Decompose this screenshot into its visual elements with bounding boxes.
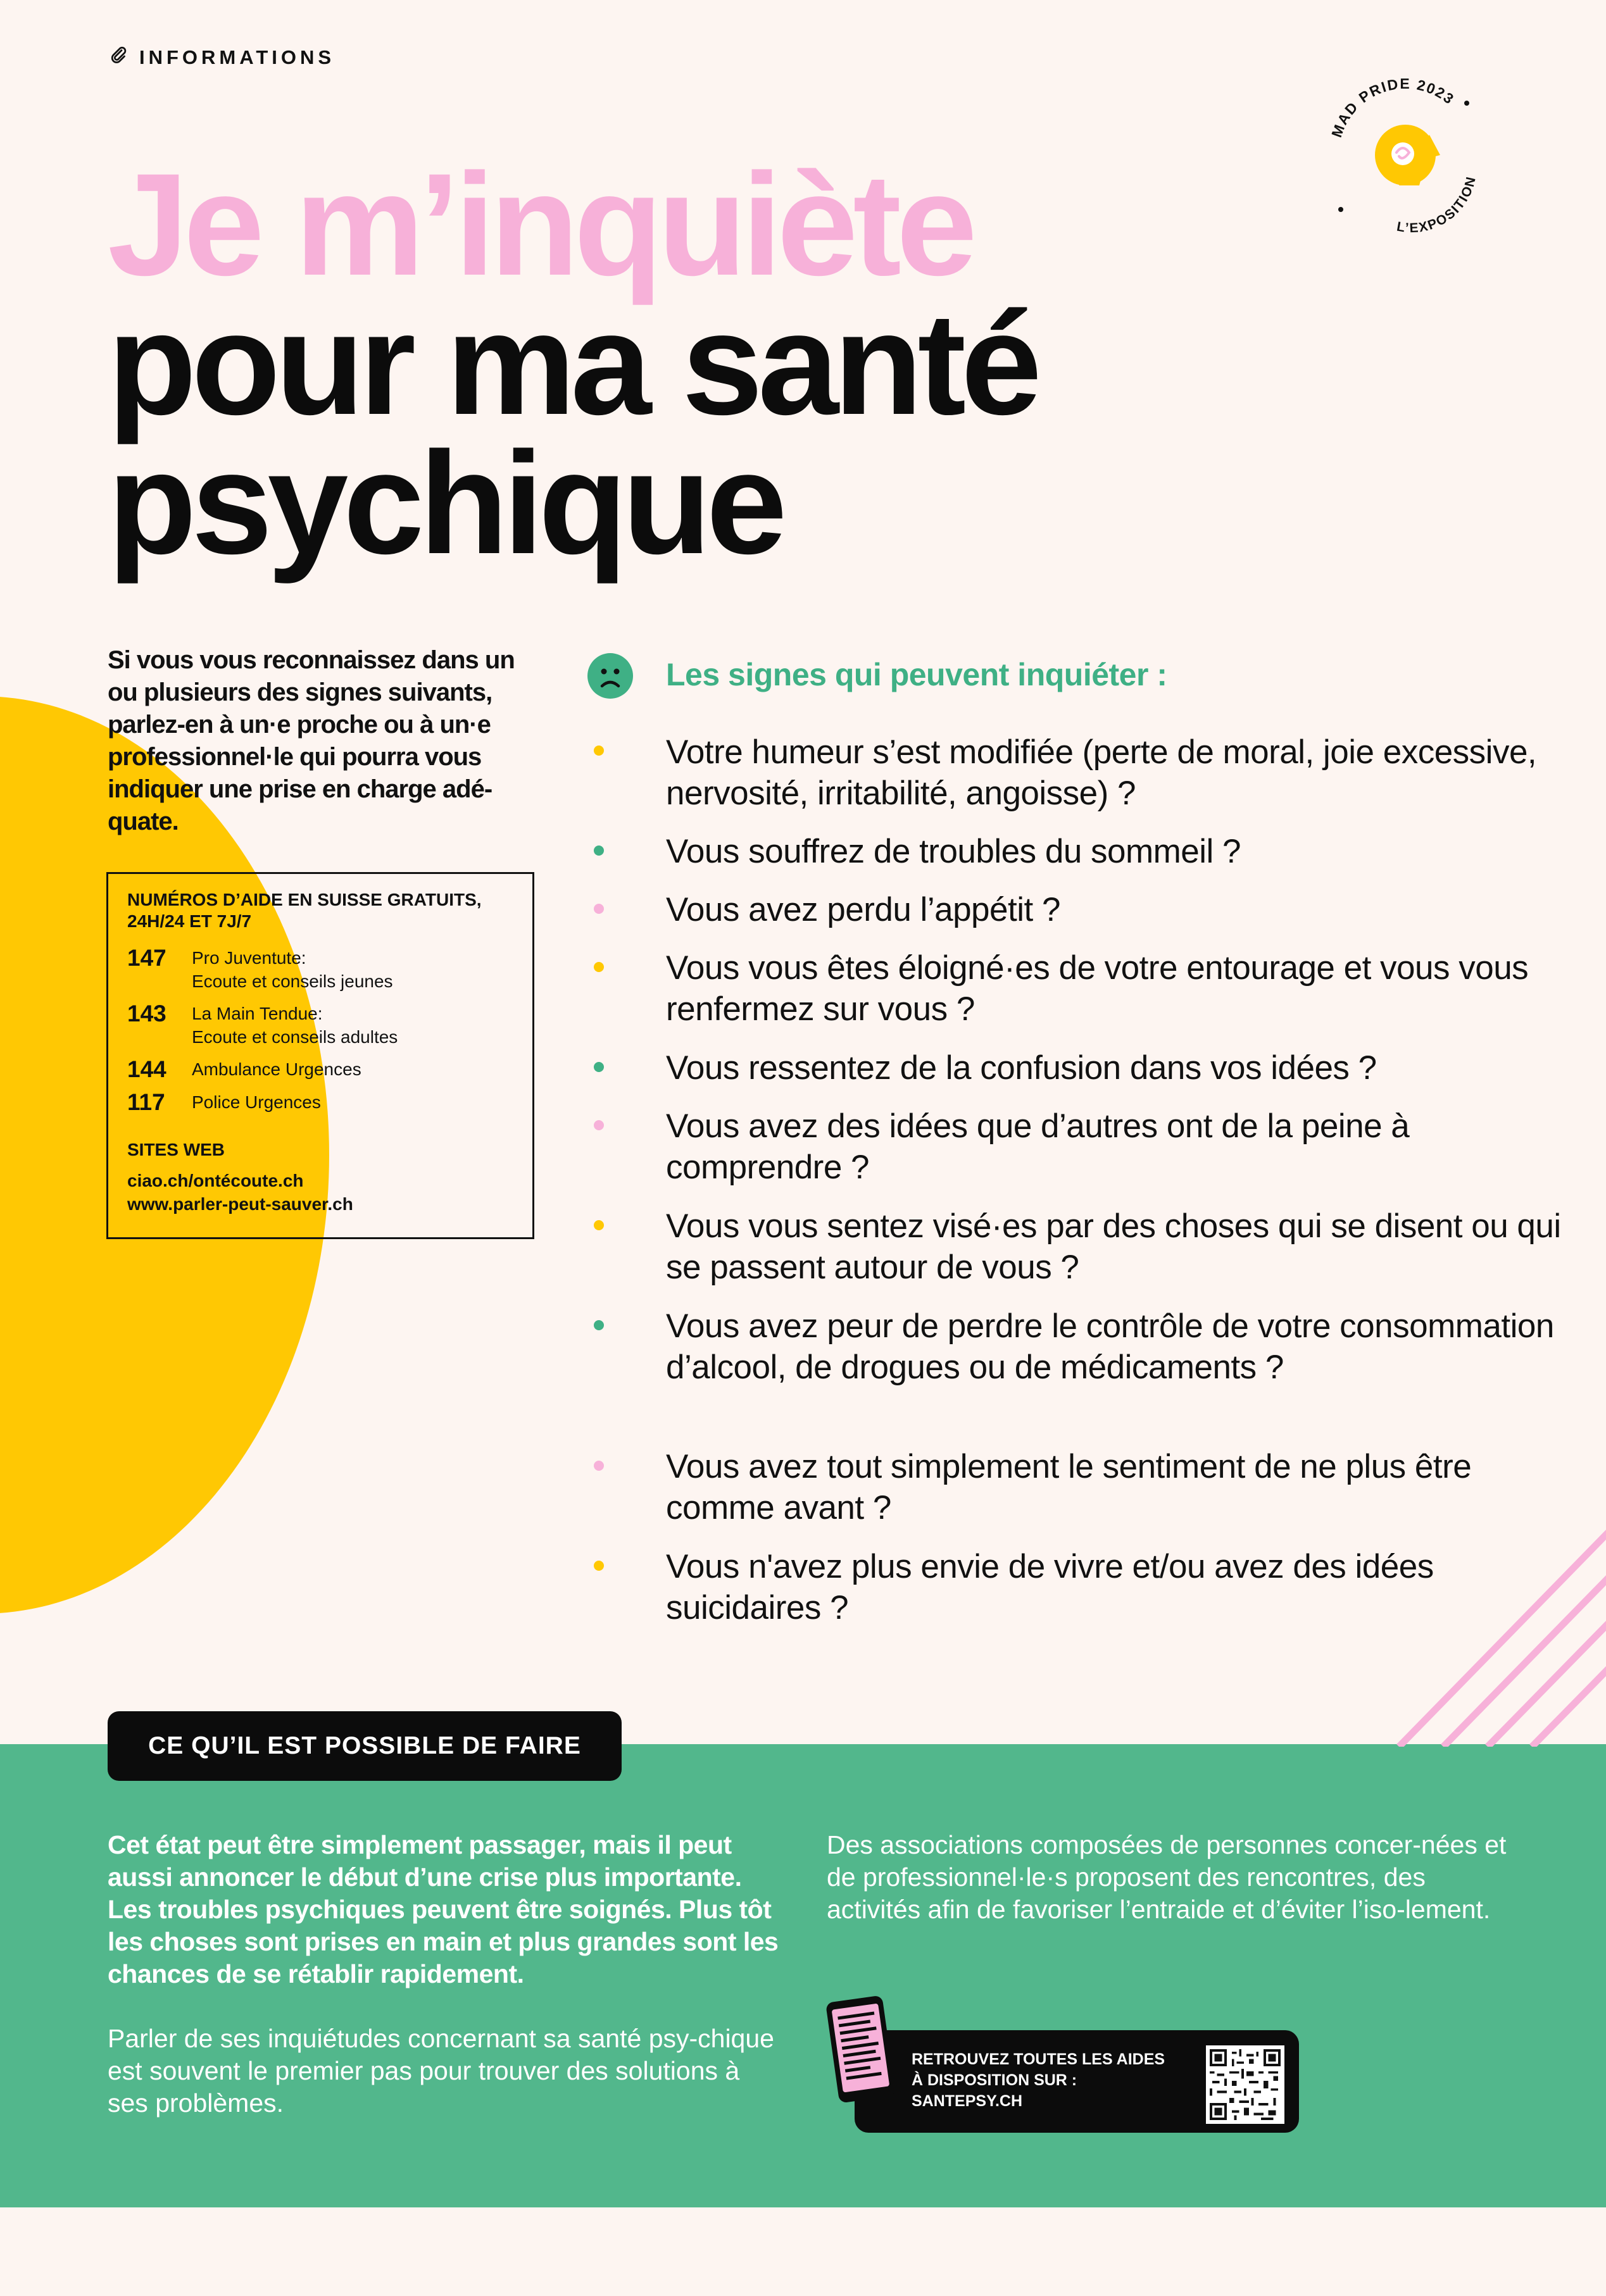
title-line-3: psychique [108, 421, 782, 584]
help-number-row [127, 1058, 513, 1082]
sign-item: Vous vous sentez visé·es par des choses qui se disent ou qui se passent autour de vous ? [666, 1207, 1561, 1286]
bullet-dot [594, 1062, 604, 1072]
help-description: Pro Juventute: Ecoute et conseils jeunes [192, 948, 393, 991]
qr-code[interactable] [1206, 2045, 1284, 2124]
bullet-dot [594, 904, 604, 914]
bullet-dot [594, 1561, 604, 1571]
help-box-title: NUMÉROS D’AIDE EN SUISSE GRATUITS, 24H/24 ET 7J/7 [127, 890, 482, 931]
sites-web-title: SITES WEB [127, 1140, 225, 1159]
bottom-left-bold-paragraph: Cet état peut être simplement passager, mais il peut aussi annoncer le début d’une crise plus importante. Les troubles psychiques peuvent être soignés. Plus tôt les choses sont prises en main et plus grandes sont les chances de se rétablir rapidement. [108, 1830, 779, 1988]
mad-pride-badge [1310, 60, 1500, 250]
informations-text: INFORMATIONS [139, 46, 336, 68]
help-number-row [127, 1002, 513, 1049]
signs-heading: Les signes qui peuvent inquiéter : [666, 657, 1167, 692]
sign-item: Vous avez perdu l’appétit ? [666, 891, 1060, 928]
site-link-parler-peut-sauver[interactable]: www.parler-peut-sauver.ch [127, 1194, 353, 1214]
bullet-dot [594, 746, 604, 756]
title-line-2: pour ma santé [108, 282, 1038, 445]
help-number: 144 [127, 1056, 166, 1082]
sign-item: Vous avez des idées que d’autres ont de la peine à comprendre ? [666, 1107, 1410, 1186]
bullet-dot [594, 1220, 604, 1230]
bottom-right-paragraph: Des associations composées de personnes concer-nées et de professionnel·le·s proposent des rencontres, des activités afin de favoriser l’entraide et d’éviter l’iso-lement. [827, 1830, 1507, 1924]
bullet-dot [594, 845, 604, 856]
help-description: Ambulance Urgences [192, 1059, 361, 1079]
informations-label [109, 46, 335, 70]
help-number-row [127, 946, 513, 993]
bottom-left-light-paragraph: Parler de ses inquiétudes concernant sa santé psy-chique est souvent le premier pas pour trouver des solutions à ses problèmes. [108, 2024, 774, 2118]
badge-top-text: MAD PRIDE 2023 [1328, 75, 1458, 140]
sign-item: Vous vous êtes éloigné·es de votre entourage et vous vous renfermez sur vous ? [666, 949, 1529, 1028]
bullet-dot [594, 1120, 604, 1130]
title-line-1: Je m’inquiète [108, 143, 972, 306]
help-description: La Main Tendue: Ecoute et conseils adultes [192, 1004, 398, 1047]
sign-item: Vous n'avez plus envie de vivre et/ou avez des idées suicidaires ? [666, 1548, 1434, 1626]
bullet-dot [594, 1461, 604, 1471]
pink-stripes-decoration [1393, 1456, 1606, 1747]
sign-item: Votre humeur s’est modifiée (perte de moral, joie excessive, nervosité, irritabilité, angoisse) ? [666, 733, 1537, 812]
help-number: 117 [127, 1089, 165, 1115]
help-number-row [127, 1090, 513, 1114]
sign-item: Vous ressentez de la confusion dans vos idées ? [666, 1049, 1377, 1087]
head-icon [1375, 125, 1440, 185]
sign-item: Vous avez peur de perdre le contrôle de votre consommation d’alcool, de drogues ou de médicaments ? [666, 1307, 1554, 1386]
help-number: 147 [127, 945, 166, 971]
resource-text: RETROUVEZ TOUTES LES AIDES À DISPOSITION SUR : SANTEPSY.CH [912, 2049, 1190, 2112]
help-number: 143 [127, 1001, 166, 1026]
site-link-ciao[interactable]: ciao.ch/ontécoute.ch [127, 1171, 304, 1190]
sign-item: Vous avez tout simplement le sentiment de ne plus être comme avant ? [666, 1448, 1472, 1526]
phone-icon [826, 1993, 896, 2107]
help-numbers-box [106, 872, 534, 1239]
bullet-dot [594, 962, 604, 972]
sad-face-icon [587, 653, 633, 699]
intro-paragraph: Si vous vous reconnaissez dans un ou plusieurs des signes suivants, parlez-en à un·e proche ou à un·e professionnel·le qui pourra vous indiquer une prise en charge adé-quate. [108, 646, 515, 835]
bullet-dot [594, 1320, 604, 1330]
badge-bottom-text: L’EXPOSITION [1395, 174, 1479, 236]
sign-item: Vous souffrez de troubles du sommeil ? [666, 833, 1241, 870]
help-description: Police Urgences [192, 1092, 321, 1112]
santepsy-link[interactable]: SANTEPSY.CH [912, 2092, 1023, 2110]
paperclip-icon [109, 46, 128, 70]
what-can-be-done-label: CE QU’IL EST POSSIBLE DE FAIRE [108, 1711, 622, 1781]
